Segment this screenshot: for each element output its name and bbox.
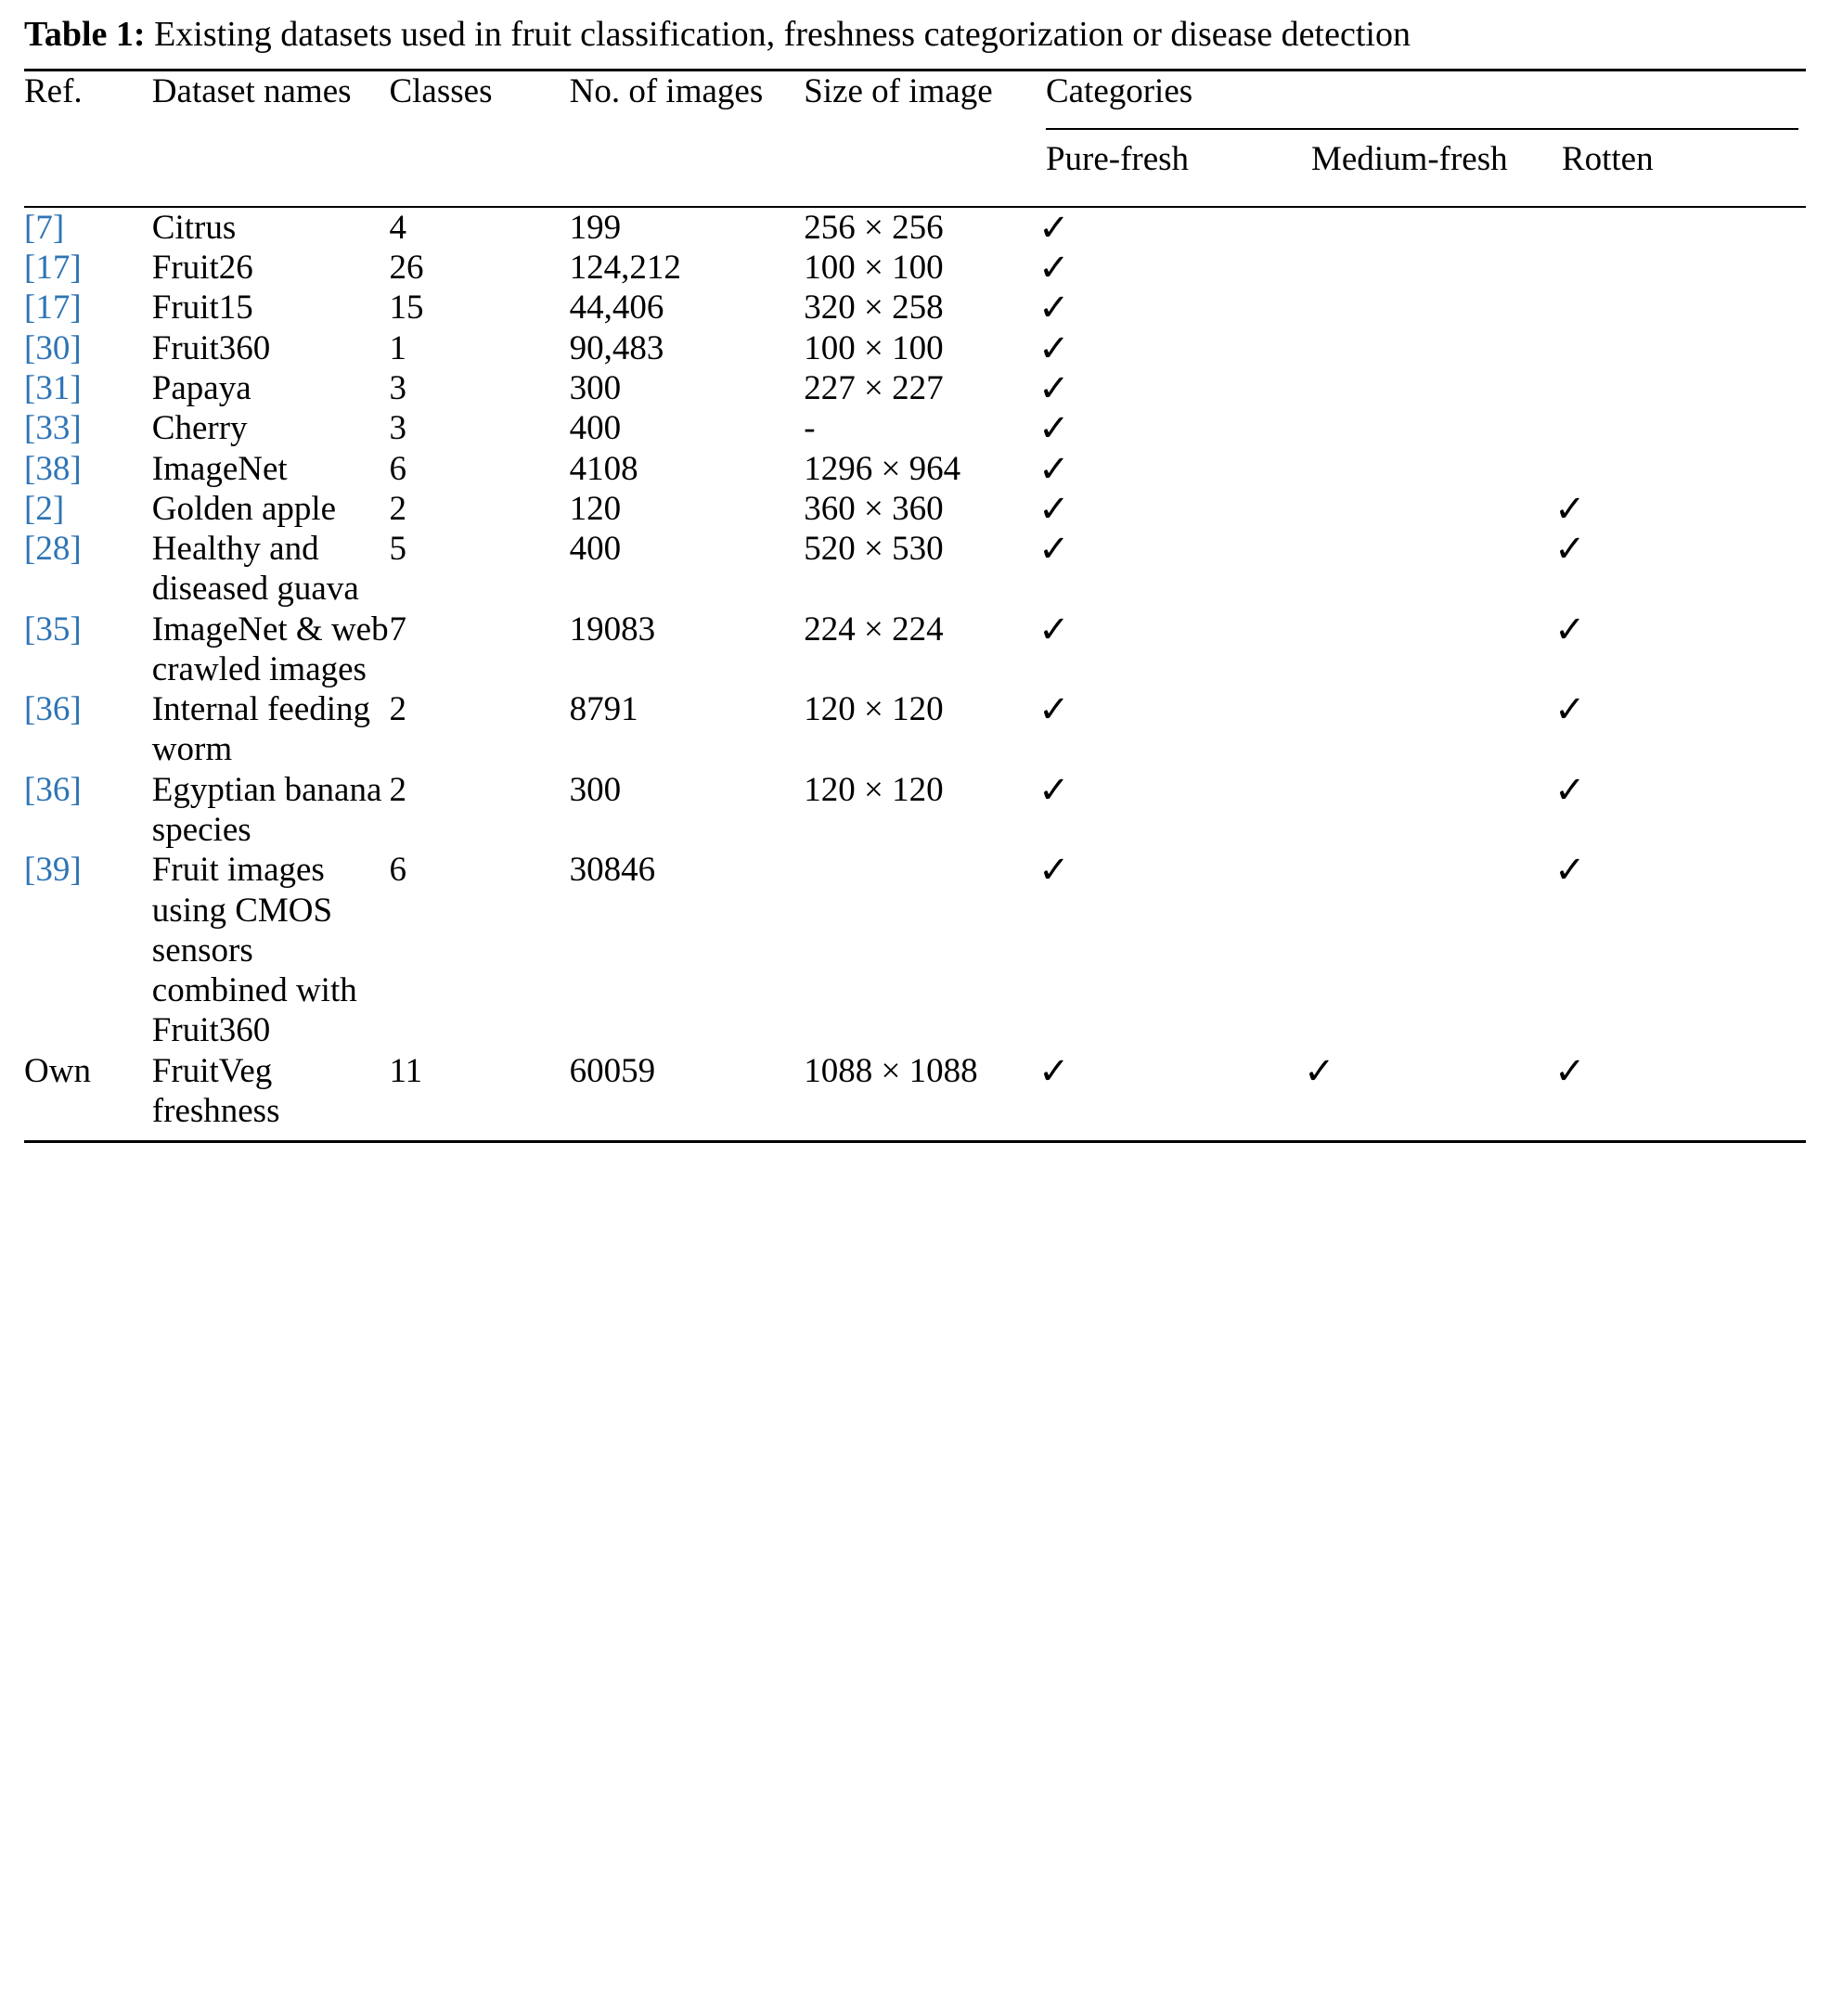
header-classes: Classes — [389, 70, 569, 197]
cell-pure-fresh — [1038, 1051, 1304, 1132]
cell-ref[interactable] — [24, 449, 152, 489]
cell-size-of-image: 227 × 227 — [804, 368, 944, 407]
cell-classes: 4 — [389, 208, 406, 247]
cell-classes: 11 — [389, 1051, 423, 1090]
cell-pure-fresh — [1038, 328, 1304, 368]
cell-no-of-images: 199 — [569, 208, 622, 247]
cell-ref[interactable] — [24, 689, 152, 770]
cell-classes: 7 — [389, 610, 406, 648]
cell-size-of-image: 100 × 100 — [804, 328, 944, 367]
reference-link[interactable]: [31] — [24, 368, 82, 407]
table-row — [24, 850, 1806, 1050]
table-row — [24, 449, 1806, 489]
table-row — [24, 408, 1806, 448]
cell-size-of-image: 520 × 530 — [804, 530, 944, 569]
cell-pure-fresh — [1038, 770, 1304, 851]
reference-link[interactable]: [30] — [24, 328, 82, 367]
header-categories-group — [1038, 70, 1806, 197]
cell-dataset-name: FruitVeg freshness — [151, 1051, 280, 1130]
header-ref: Ref. — [24, 70, 152, 197]
header-size-of-image: Size of image — [804, 70, 1038, 197]
cell-size-of-image: 100 × 100 — [804, 249, 944, 288]
cell-no-of-images: 30846 — [569, 851, 656, 890]
cell-no-of-images: 400 — [569, 409, 622, 448]
cell-rotten — [1554, 328, 1806, 368]
cell-dataset-name: Healthy and diseased guava — [151, 530, 359, 609]
cell-pure-fresh — [1038, 529, 1304, 610]
header-rule-row — [24, 197, 1806, 207]
cell-medium-fresh — [1304, 408, 1554, 448]
caption-text: Existing datasets used in fruit classification, freshness categorization or disease detection — [154, 15, 1411, 54]
cell-rotten — [1554, 850, 1806, 1050]
cell-size-of-image: 1296 × 964 — [804, 449, 961, 488]
header-pure-fresh: Pure-fresh — [1045, 140, 1190, 179]
cell-dataset-name: Cherry — [151, 409, 248, 448]
table-row — [24, 610, 1806, 690]
cell-size-of-image: 256 × 256 — [804, 208, 944, 247]
cell-medium-fresh — [1304, 770, 1554, 851]
cell-pure-fresh — [1038, 449, 1304, 489]
table-header — [24, 70, 1806, 207]
cell-medium-fresh — [1304, 529, 1554, 610]
cell-size-of-image — [804, 850, 1038, 1050]
cell-rotten — [1554, 689, 1806, 770]
cell-no-of-images: 90,483 — [569, 328, 664, 367]
header-rotten: Rotten — [1561, 140, 1654, 179]
check-rotten-icon: ✓ — [1553, 768, 1586, 811]
cell-classes: 6 — [389, 851, 406, 890]
table-row — [24, 368, 1806, 408]
cell-medium-fresh — [1304, 449, 1554, 489]
caption-label: Table 1: — [24, 15, 146, 54]
cell-size-of-image: 320 × 258 — [804, 289, 944, 327]
cell-dataset-name: Internal feeding worm — [151, 690, 371, 769]
cell-no-of-images: 120 — [569, 489, 622, 528]
categories-subheaders — [1038, 130, 1806, 197]
cell-rotten — [1554, 288, 1806, 327]
cell-dataset-name: ImageNet & web crawled images — [151, 610, 389, 688]
cell-dataset-name: Fruit15 — [151, 289, 253, 327]
table-row — [24, 328, 1806, 368]
check-rotten-icon: ✓ — [1553, 487, 1586, 530]
cell-classes: 1 — [389, 328, 406, 367]
cell-no-of-images: 8791 — [569, 690, 638, 729]
cell-pure-fresh — [1038, 489, 1304, 529]
table-row — [24, 689, 1806, 770]
cell-pure-fresh — [1038, 368, 1304, 408]
cell-size-of-image: 120 × 120 — [804, 770, 944, 809]
cell-classes: 6 — [389, 449, 406, 488]
cell-medium-fresh — [1304, 288, 1554, 327]
cell-ref[interactable] — [24, 288, 152, 327]
reference-link[interactable]: [33] — [24, 409, 82, 448]
cell-ref[interactable] — [24, 207, 152, 248]
check-pure-fresh-icon: ✓ — [1037, 768, 1070, 811]
reference-link[interactable]: [36] — [24, 770, 82, 809]
datasets-table — [24, 69, 1806, 1144]
cell-ref[interactable] — [24, 408, 152, 448]
cell-dataset-name: Fruit26 — [151, 249, 253, 288]
reference-link[interactable]: [2] — [24, 489, 65, 528]
cell-dataset-name: Egyptian banana species — [151, 770, 382, 850]
cell-ref[interactable] — [24, 529, 152, 610]
header-dataset-names: Dataset names — [152, 70, 390, 197]
cell-classes: 5 — [389, 530, 406, 569]
header-no-of-images: No. of images — [570, 70, 805, 197]
reference-link[interactable]: [28] — [24, 530, 82, 569]
header-categories: Categories — [1045, 71, 1193, 110]
cell-dataset-name: Golden apple — [151, 489, 337, 528]
cell-rotten — [1554, 248, 1806, 288]
cell-ref[interactable] — [24, 770, 152, 851]
cell-medium-fresh — [1304, 610, 1554, 690]
check-pure-fresh-icon: ✓ — [1037, 528, 1070, 571]
check-rotten-icon: ✓ — [1553, 1049, 1586, 1092]
table-row — [24, 529, 1806, 610]
header-row — [24, 70, 1806, 197]
reference-link[interactable]: [39] — [24, 851, 82, 890]
cell-no-of-images: 300 — [569, 368, 622, 407]
cell-classes: 26 — [389, 249, 424, 288]
cell-pure-fresh — [1038, 248, 1304, 288]
cell-no-of-images: 124,212 — [569, 249, 681, 288]
check-rotten-icon: ✓ — [1553, 688, 1586, 731]
table-caption — [24, 13, 1806, 58]
reference-link[interactable]: [36] — [24, 690, 82, 729]
cell-rotten — [1554, 1051, 1806, 1132]
check-pure-fresh-icon: ✓ — [1037, 247, 1070, 289]
check-rotten-icon: ✓ — [1553, 528, 1586, 571]
check-pure-fresh-icon: ✓ — [1037, 366, 1070, 409]
check-rotten-icon: ✓ — [1553, 849, 1586, 892]
cell-dataset-name: Fruit360 — [151, 328, 271, 367]
cell-dataset-name: Citrus — [151, 208, 237, 247]
reference-text: Own — [24, 1051, 91, 1090]
cell-size-of-image: 1088 × 1088 — [804, 1051, 978, 1090]
cell-size-of-image: 224 × 224 — [804, 610, 944, 648]
cell-ref[interactable] — [24, 328, 152, 368]
reference-link[interactable]: [17] — [24, 249, 82, 288]
cell-rotten — [1554, 408, 1806, 448]
check-pure-fresh-icon: ✓ — [1037, 487, 1070, 530]
cell-medium-fresh — [1304, 689, 1554, 770]
cell-no-of-images: 19083 — [569, 610, 656, 648]
check-pure-fresh-icon: ✓ — [1037, 206, 1070, 249]
cell-size-of-image: 360 × 360 — [804, 489, 944, 528]
cell-rotten — [1554, 770, 1806, 851]
reference-link[interactable]: [35] — [24, 610, 82, 648]
reference-link[interactable]: [7] — [24, 208, 65, 247]
cell-pure-fresh — [1038, 850, 1304, 1050]
cell-ref — [24, 1051, 152, 1132]
cell-size-of-image: 120 × 120 — [804, 690, 944, 729]
cell-no-of-images: 300 — [569, 770, 622, 809]
cell-no-of-images: 400 — [569, 530, 622, 569]
cell-rotten — [1554, 489, 1806, 529]
check-pure-fresh-icon: ✓ — [1037, 849, 1070, 892]
cell-no-of-images: 44,406 — [569, 289, 664, 327]
cell-size-of-image: - — [804, 409, 816, 448]
check-pure-fresh-icon: ✓ — [1037, 327, 1070, 369]
check-pure-fresh-icon: ✓ — [1037, 447, 1070, 490]
cell-classes: 15 — [389, 289, 424, 327]
cell-classes: 2 — [389, 690, 406, 729]
cell-classes: 2 — [389, 489, 406, 528]
table-row — [24, 288, 1806, 327]
cell-medium-fresh — [1304, 207, 1554, 248]
categories-underline — [1046, 115, 1798, 130]
check-pure-fresh-icon: ✓ — [1037, 407, 1070, 450]
check-pure-fresh-icon: ✓ — [1037, 608, 1070, 650]
cell-rotten — [1554, 529, 1806, 610]
cell-pure-fresh — [1038, 610, 1304, 690]
cell-medium-fresh — [1304, 328, 1554, 368]
check-rotten-icon: ✓ — [1553, 608, 1586, 650]
cell-pure-fresh — [1038, 207, 1304, 248]
cell-no-of-images: 60059 — [569, 1051, 656, 1090]
cell-rotten — [1554, 449, 1806, 489]
cell-ref[interactable] — [24, 610, 152, 690]
table-footer — [24, 1131, 1806, 1142]
check-pure-fresh-icon: ✓ — [1037, 287, 1070, 329]
table-row — [24, 207, 1806, 248]
check-pure-fresh-icon: ✓ — [1037, 688, 1070, 731]
cell-ref[interactable] — [24, 489, 152, 529]
cell-rotten — [1554, 368, 1806, 408]
footer-rule-row — [24, 1131, 1806, 1142]
cell-ref[interactable] — [24, 248, 152, 288]
cell-dataset-name: ImageNet — [151, 449, 288, 488]
cell-ref[interactable] — [24, 850, 152, 1050]
cell-classes: 3 — [389, 368, 406, 407]
cell-rotten — [1554, 610, 1806, 690]
cell-no-of-images: 4108 — [569, 449, 638, 488]
cell-dataset-name: Fruit images using CMOS sensors combined with Fruit360 — [151, 851, 357, 1050]
cell-medium-fresh — [1304, 1051, 1554, 1132]
cell-medium-fresh — [1304, 248, 1554, 288]
reference-link[interactable]: [17] — [24, 289, 82, 327]
cell-dataset-name: Papaya — [151, 368, 251, 407]
cell-pure-fresh — [1038, 689, 1304, 770]
reference-link[interactable]: [38] — [24, 449, 82, 488]
table-row — [24, 770, 1806, 851]
cell-pure-fresh — [1038, 408, 1304, 448]
table-row — [24, 248, 1806, 288]
cell-pure-fresh — [1038, 288, 1304, 327]
check-pure-fresh-icon: ✓ — [1037, 1049, 1070, 1092]
cell-medium-fresh — [1304, 850, 1554, 1050]
table-row — [24, 489, 1806, 529]
cell-ref[interactable] — [24, 368, 152, 408]
cell-classes: 3 — [389, 409, 406, 448]
cell-rotten — [1554, 207, 1806, 248]
check-medium-fresh-icon: ✓ — [1303, 1049, 1335, 1092]
cell-classes: 2 — [389, 770, 406, 809]
cell-medium-fresh — [1304, 368, 1554, 408]
table-body — [24, 207, 1806, 1131]
cell-medium-fresh — [1304, 489, 1554, 529]
table-row — [24, 1051, 1806, 1132]
header-medium-fresh: Medium-fresh — [1310, 140, 1508, 179]
